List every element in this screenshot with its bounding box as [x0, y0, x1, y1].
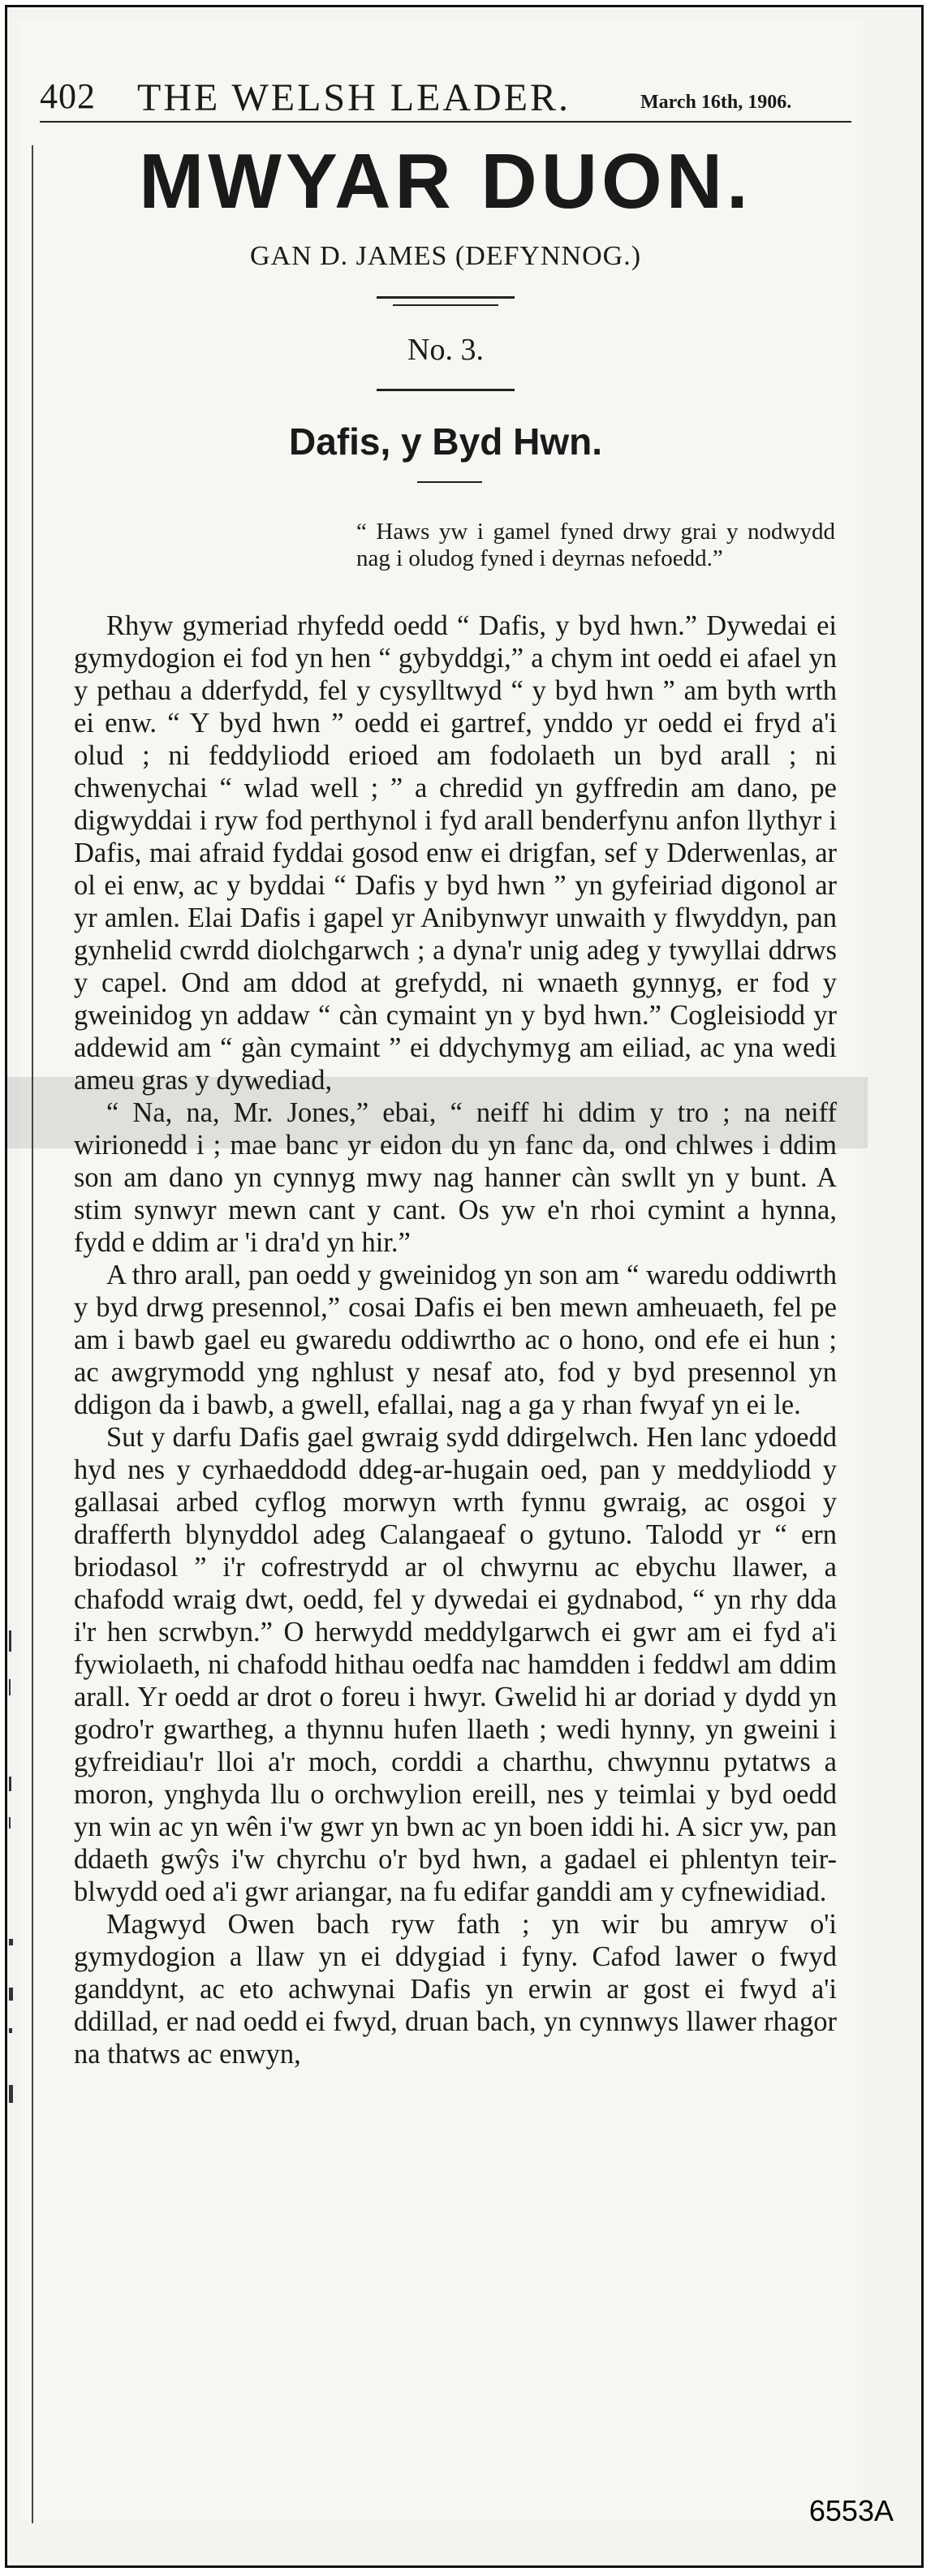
section-number: No. 3. [407, 333, 484, 367]
paragraph: “ Na, na, Mr. Jones,” ebai, “ neiff hi ddim y tro ; na neiff wirionedd i ; mae banc yr eidon du yn fanc da, ond chlwes i ddim son am dano yn cynnyg mwy nag hanner càn swllt yn y bunt. A stim synwyr mewn cant y cant. Os yw e'n rhoi cymint a hynna, fydd e ddim ar 'i dra'd yn hir.” [74, 1097, 837, 1258]
page-number: 402 [40, 76, 96, 116]
divider [393, 304, 498, 306]
divider [377, 389, 515, 391]
byline: GAN D. JAMES (DEFYNNOG.) [249, 241, 642, 271]
paragraph: Sut y darfu Dafis gael gwraig sydd ddirgelwch. Hen lanc ydoedd hyd nes y cyrhaeddodd ddeg-ar-hugain oed, pan y meddyliodd y gallasai arbed cyflog morwyn wrth fynnu gwraig, ac osgoi y drafferth blynyddol adeg Calangaeaf o gytuno. Talodd yr “ ern briodasol ” i'r cofrestrydd ar ol chwyrnu ac ebychu llawer, a chafodd wraig dwt, oedd, fel y dywedai ei gydnabod, “ yn rhy dda i'r hen scrwbyn.” O herwydd meddylgarwch ei gwr am ei fyd a'i fywiolaeth, ni chafodd hithau oedfa nac hamdden i feddwl am ddim arall. Yr oedd ar drot o foreu i hwyr. Gwelid hi ar doriad y dydd yn godro'r gwartheg, a thynnu hufen llaeth ; wedi hynny, yn gweini i gyfreidiau'r lloi a'r moch, corddi a charthu, chwynnu pytatws a moron, ynghyda llu o orchwylion ereill, nes y teimlai y byd oedd yn win ac yn wên i'w gwr yn bwn ac yn boen iddi hi. A sicr yw, pan ddaeth gwŷs i'w chyrchu o'r byd hwn, a gadael ei phlentyn teir-blwydd oed a'i gwr ariangar, na fu edifar ganddi am y cyfnewidiad. [74, 1422, 837, 1907]
column-rule [32, 145, 33, 2523]
article-title: Dafis, y Byd Hwn. [289, 420, 602, 463]
catalog-number: 6553A [808, 2494, 894, 2527]
issue-date: March 16th, 1906. [640, 92, 792, 113]
running-header [40, 64, 851, 123]
scan-frame [5, 5, 924, 2568]
article-masthead: MWYAR DUON. [139, 138, 752, 225]
paragraph: A thro arall, pan oedd y gweinidog yn son am “ waredu oddiwrth y byd drwg presennol,” cosai Dafis ei ben mewn amheuaeth, fel pe am i bawb gael eu gwaredu oddiwrtho ac o hono, ond efe ei hun ; ac awgrymodd yng nghlust y nesaf ato, fod y byd presennol yn ddigon da i bawb, a gwell, efallai, nag a ga y rhan fwyaf yn ei le. [74, 1260, 837, 1420]
newspaper-name: THE WELSH LEADER. [137, 76, 571, 119]
epigraph: “ Haws yw i gamel fyned drwy grai y nodwydd nag i oludog fyned i deyrnas nefoedd.” [356, 519, 835, 571]
article-body [74, 610, 837, 2070]
divider [417, 481, 482, 483]
divider [377, 296, 515, 299]
paragraph: Magwyd Owen bach ryw fath ; yn wir bu amryw o'i gymydogion a llaw yn ei ddygiad i fyny. Cafod lawer o fwyd ganddynt, ac eto achwynai Dafis yn erwin ar gost ei fwyd a'i ddillad, er nad oedd ei fwyd, druan bach, yn cynnwys llawer rhagor na thatws ac enwyn, [74, 1909, 837, 2070]
paragraph: Rhyw gymeriad rhyfedd oedd “ Dafis, y byd hwn.” Dywedai ei gymydogion ei fod yn hen “ gybyddgi,” a chym int oedd ei afael yn y pethau a dderfydd, fel y cysylltwyd “ y byd hwn ” am byth wrth ei enw. “ Y byd hwn ” oedd ei gartref, ynddo yr oedd ei fryd a'i olud ; ni feddyliodd erioed am fodolaeth un byd arall ; ni chwenychai “ wlad well ; ” a chredid yn gyffredin am dano, pe digwyddai i ryw fod perthynol i fyd arall benderfynu anfon llythyr i Dafis, mai afraid fyddai gosod enw ei drigfan, sef y Dderwenlas, ar ol ei enw, ac y byddai “ Dafis y byd hwn ” yn gyfeiriad digonol ar yr amlen. Elai Dafis i gapel yr Anibynwyr unwaith y flwyddyn, pan gynhelid cwrdd diolchgarwch ; a dyna'r unig adeg y tywyllai ddrws y capel. Ond am ddod at grefydd, ni wnaeth gynnyg, er fod y gweinidog yn addaw “ càn cymaint yn y byd hwn.” Cogleisiodd yr addewid am “ gàn cymaint ” ei ddychymyg am eiliad, ac yna wedi ameu gras y dywediad, [74, 610, 837, 1096]
margin-marks [7, 1630, 19, 2117]
